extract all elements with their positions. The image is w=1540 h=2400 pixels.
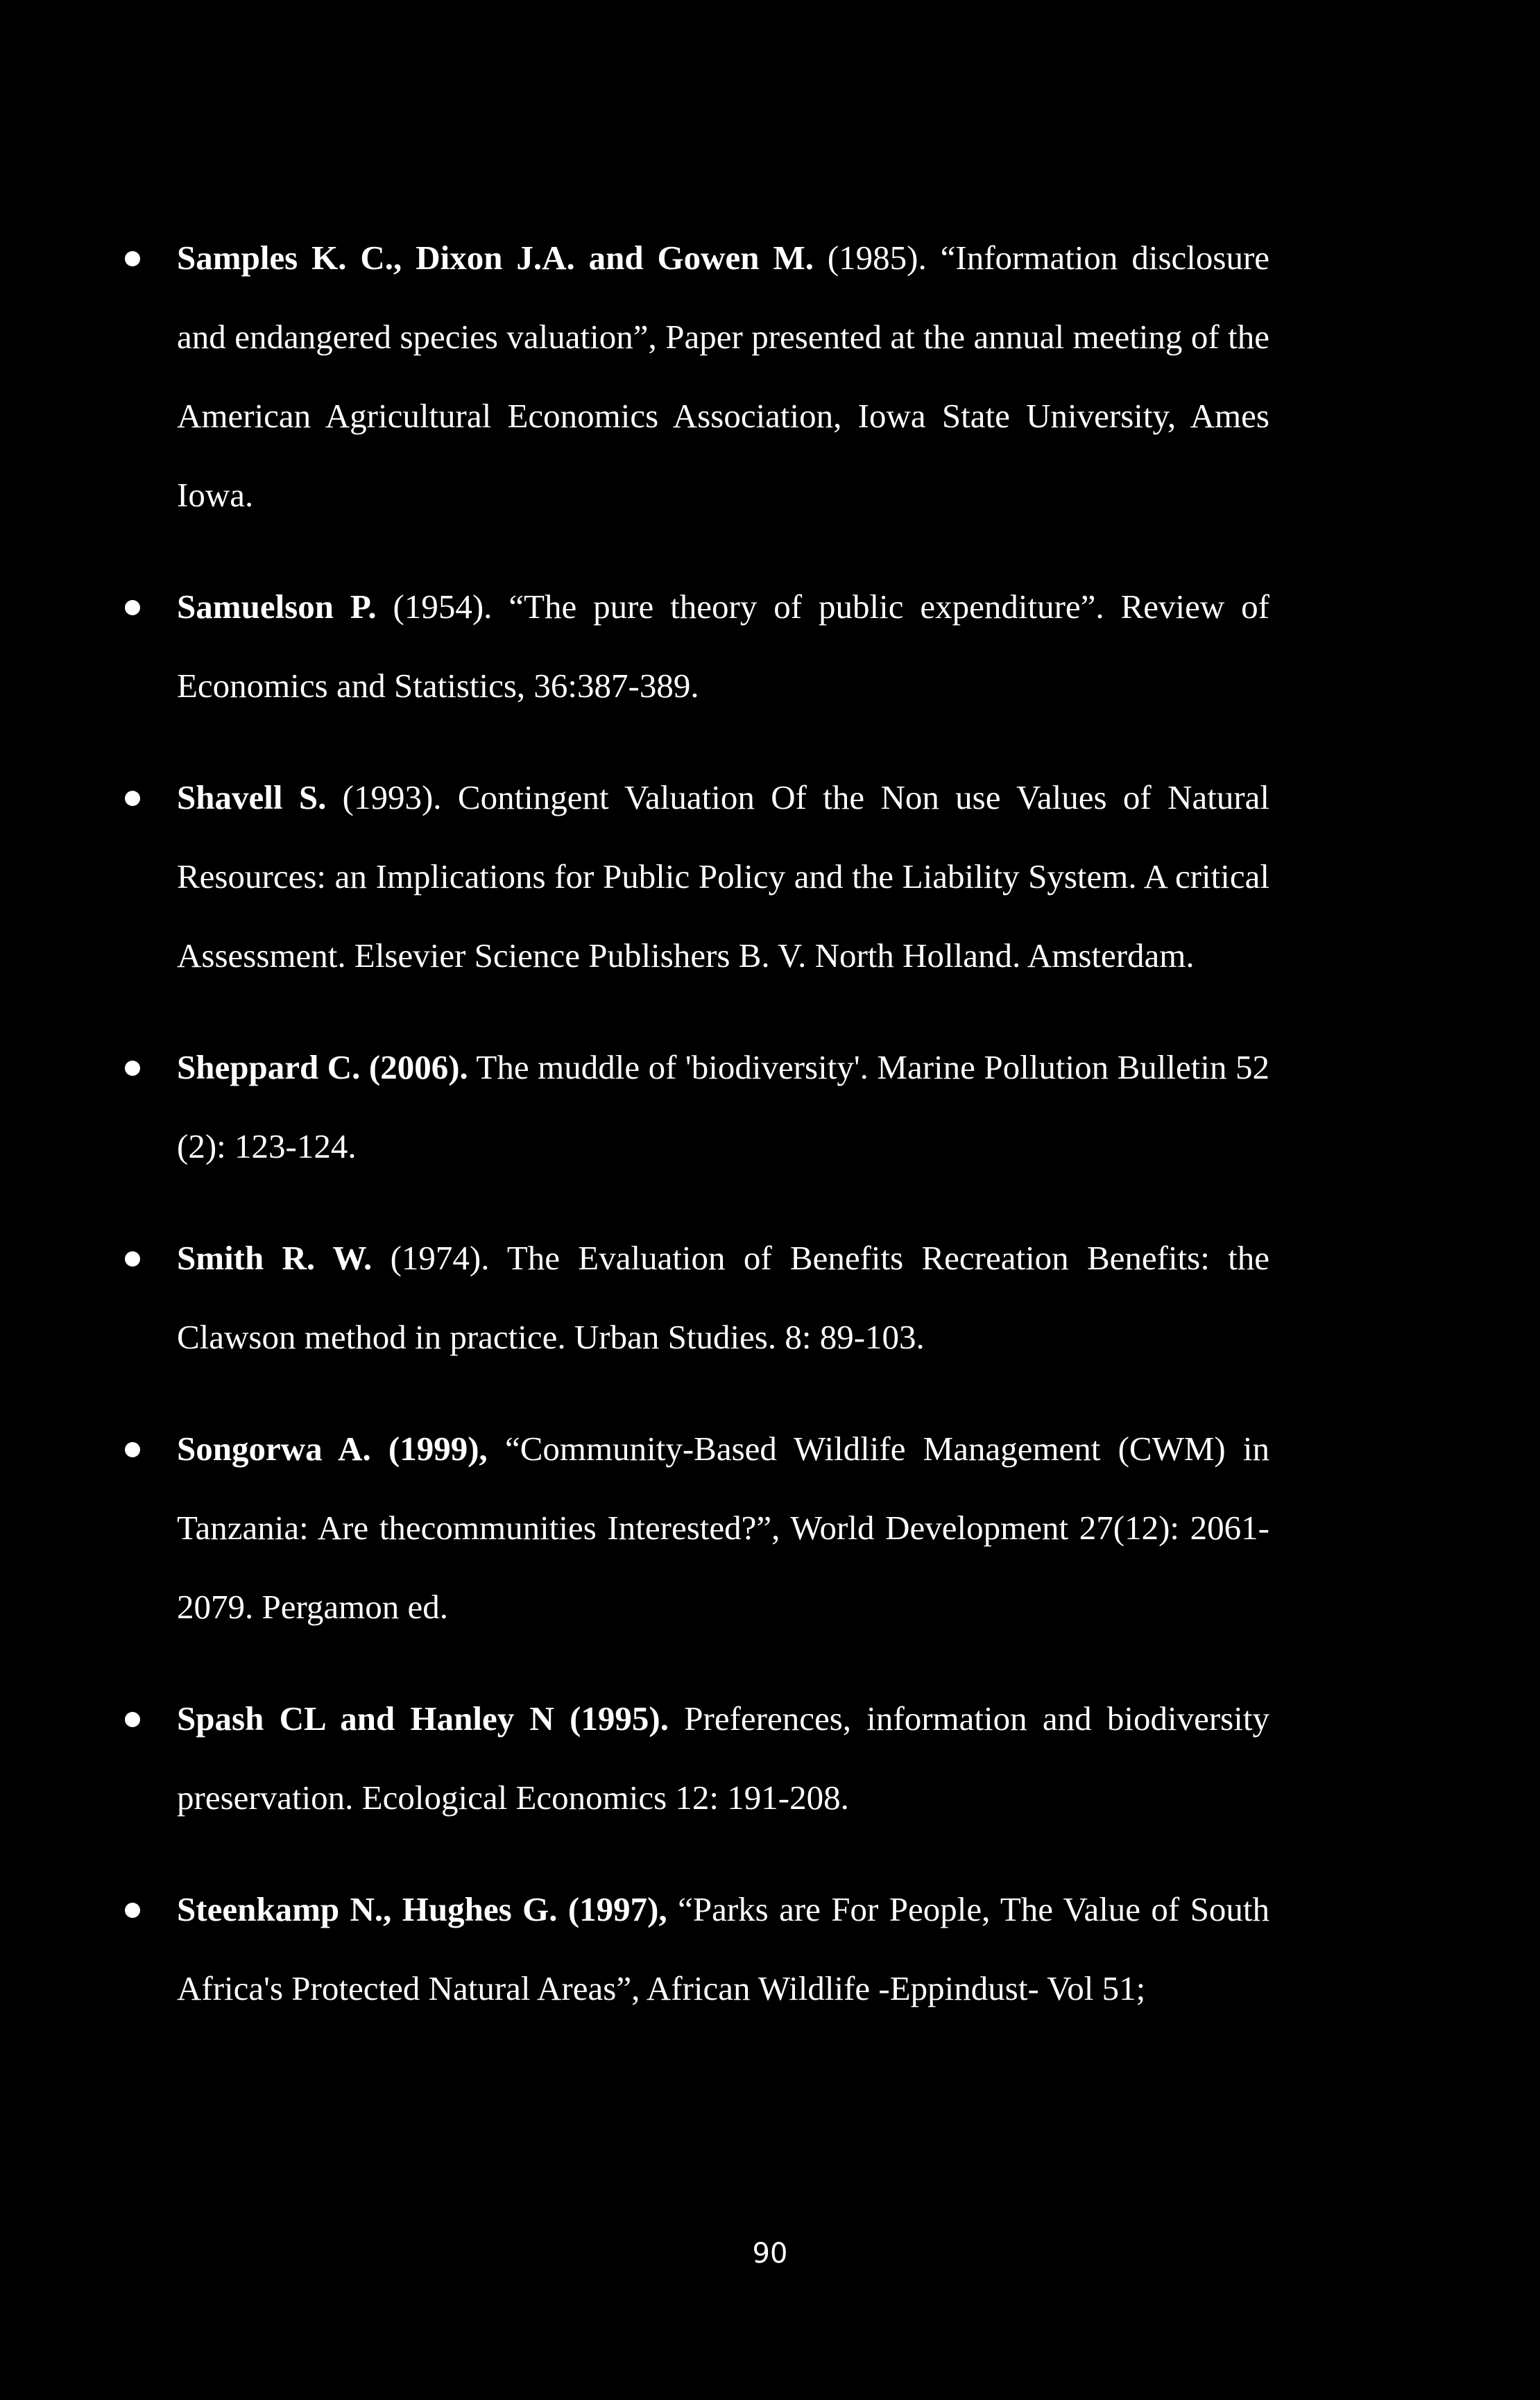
bullet-icon: [125, 1903, 140, 1918]
reference-details: “Community-Based Wildlife Management (CWM) in Tanzania: Are thecommunities Interested?”, World Development 27(12): 2061-2079. Pergamon ed.: [177, 1430, 1269, 1626]
reference-item: [0, 1028, 1540, 1186]
bullet-icon: [125, 1712, 140, 1727]
reference-details: (1974). The Evaluation of Benefits Recreation Benefits: the Clawson method in practice. Urban Studies. 8: 89-103.: [177, 1239, 1269, 1356]
reference-list: [0, 218, 1540, 2061]
reference-item: [0, 218, 1540, 535]
bullet-icon: [125, 251, 140, 266]
reference-author: Smith R. W.: [177, 1239, 373, 1277]
bullet-icon: [125, 600, 140, 615]
bullet-icon: [125, 1251, 140, 1267]
reference-details: The muddle of 'biodiversity'. Marine Pollution Bulletin 52 (2): 123-124.: [177, 1048, 1269, 1165]
reference-author: Spash CL and Hanley N (1995).: [177, 1699, 669, 1738]
reference-author: Shavell S.: [177, 778, 327, 816]
reference-details: (1985). “Information disclosure and endangered species valuation”, Paper presented at the annual meeting of the American Agricultural Economics Association, Iowa State University, Ames Iowa.: [177, 239, 1270, 514]
reference-author: Steenkamp N., Hughes G. (1997),: [177, 1890, 667, 1928]
reference-author: Songorwa A. (1999),: [177, 1430, 488, 1468]
reference-item: [0, 1219, 1540, 1377]
reference-item: [0, 1409, 1540, 1647]
reference-author: Samuelson P.: [177, 588, 377, 626]
bullet-icon: [125, 791, 140, 806]
bullet-icon: [125, 1442, 140, 1457]
reference-details: (1993). Contingent Valuation Of the Non use Values of Natural Resources: an Implications for Public Policy and the Liability System. A critical Assessment. Elsevier Science Publishers B. V. North Holland. Amsterdam.: [177, 778, 1269, 975]
reference-details: Preferences, information and biodiversity preservation. Ecological Economics 12: 191-208.: [177, 1699, 1269, 1817]
reference-details: (1954). “The pure theory of public expenditure”. Review of Economics and Statistics, 36:387-389.: [177, 588, 1270, 705]
reference-details: “Parks are For People, The Value of South Africa's Protected Natural Areas”, African Wildlife -Eppindust- Vol 51;: [177, 1890, 1269, 2007]
reference-author: Sheppard C. (2006).: [177, 1048, 468, 1086]
reference-item: [0, 1870, 1540, 2028]
page-number: 90: [752, 2238, 788, 2270]
reference-item: [0, 758, 1540, 995]
reference-author: Samples K. C., Dixon J.A. and Gowen M.: [177, 239, 814, 277]
reference-item: [0, 1679, 1540, 1837]
reference-item: [0, 567, 1540, 726]
bullet-icon: [125, 1061, 140, 1076]
